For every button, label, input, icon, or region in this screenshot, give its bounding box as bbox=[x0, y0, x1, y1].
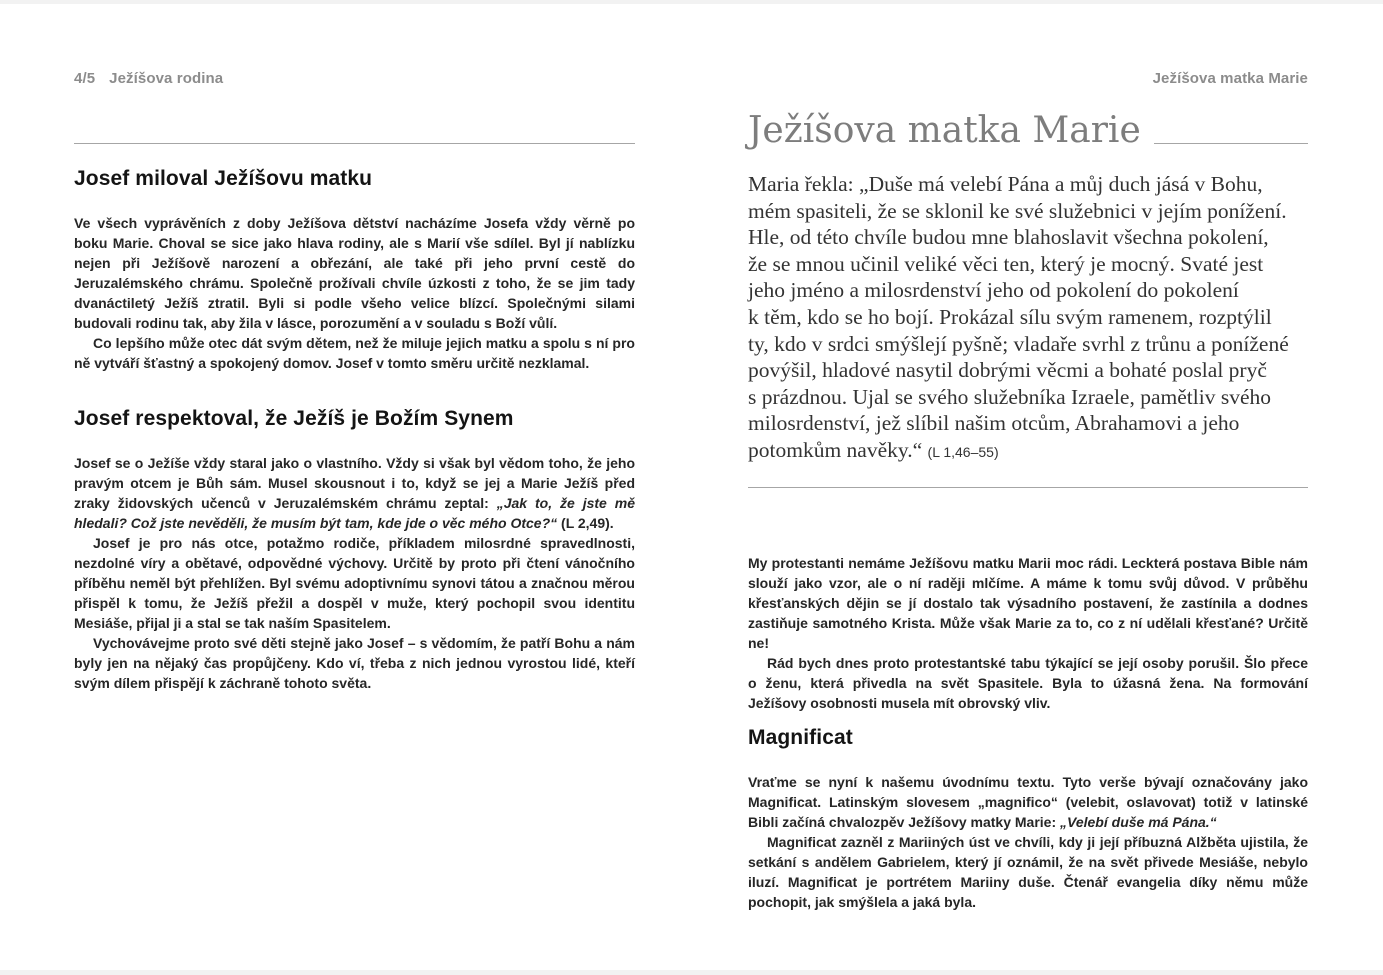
section2-paragraph-1 bbox=[74, 453, 635, 533]
quote-rule bbox=[748, 487, 1308, 488]
quote-line: jeho jméno a milosrdenství jeho od pokolení do pokolení bbox=[748, 278, 1239, 303]
quote-line: Hle, od této chvíle budou mne blahoslavit všechna pokolení, bbox=[748, 225, 1269, 250]
page-number: 4/5 bbox=[74, 70, 96, 87]
magnificat-paragraph-1 bbox=[748, 772, 1308, 832]
quote-line: ty, kdo v srdci smýšlejí pyšně; vladaře svrhl z trůnu a ponížené bbox=[748, 331, 1289, 356]
running-head-right: Ježíšova matka Marie bbox=[1152, 70, 1308, 87]
quote-reference: (L 1,46–55) bbox=[927, 443, 999, 460]
left-page bbox=[74, 4, 635, 970]
section-heading-josef-respected: Josef respektoval, že Ježíš je Božím Synem bbox=[74, 407, 514, 430]
section1-paragraph-2: Co lepšího může otec dát svým dětem, než že miluje jejich matku a spolu s ní pro ně vytváří šťastný a spokojený domov. Josef v tomto směru určitě nezklamal. bbox=[74, 335, 635, 371]
quote-line: potomkům navěky.“ bbox=[748, 437, 923, 462]
magnificat-p1-text: Vraťme se nyní k našemu úvodnímu textu. Tyto verše bývají označovány jako Magnificat. Latinským slovesem „magnifico“ (velebit, oslavovat) totiž v latinské Bibli začíná chvalozpěv Ježíšovy matky Marie: bbox=[748, 774, 1308, 830]
quote-line: milosrdenství, jež slíbil našim otcům, Abrahamovi a jeho bbox=[748, 411, 1240, 436]
book-spread bbox=[0, 4, 1383, 970]
magnificat-paragraph-2: Magnificat zazněl z Mariiných úst ve chvíli, kdy ji její příbuzná Alžběta ujistila, že setkání s andělem Gabrielem, který jí oznámil, že na svět přivede Mesiáše, nebylo iluzí. Magnificat je portrétem Mariiny duše. Čtenář evangelia díky němu může pochopit, jak smýšlela a jaká byla. bbox=[748, 834, 1308, 910]
magnificat-inline-quote: „Velebí duše má Pána.“ bbox=[1060, 814, 1217, 830]
section2-paragraph-3: Vychovávejme proto své děti stejně jako Josef – s vědomím, že patří Bohu a nám byly jen na nějaký čas propůjčeny. Kdo ví, třeba z nich jednou vyrostou lidé, kteří svým dílem přispějí k záchraně tohoto světa. bbox=[74, 635, 635, 691]
bible-quote-inline: „Jak to, že jste mě hledali? Což jste nevěděli, že musím být tam, kde jde o věc mého Otce?“ bbox=[74, 495, 635, 531]
magnificat-body bbox=[748, 772, 1308, 912]
section2-body bbox=[74, 453, 635, 693]
chapter-main-title: Ježíšova matka Marie bbox=[748, 110, 1141, 151]
section1-paragraph-1: Ve všech vyprávěních z doby Ježíšova dětství nacházíme Josefa vždy věrně po boku Marie. Choval se sice jako hlava rodiny, ale s Marií vše sdílel. Byl jí nablízku nejen při Ježíšově narození a obřezání, ale také při jeho první cestě do Jeruzalémského chrámu. Společně prožívali chvíle úzkosti z toho, že se jim tady dvanáctiletý Ježíš ztratil. Byli si podle všeho velice blízcí. Společnými silami budovali rodinu tak, aby žila v lásce, porozumění a v souladu s Boží vůlí. bbox=[74, 215, 635, 331]
intro-body bbox=[748, 553, 1308, 713]
section1-body bbox=[74, 213, 635, 373]
quote-line: s prázdnou. Ujal se svého služebníka Izraele, pamětliv svého bbox=[748, 384, 1271, 409]
right-page bbox=[748, 4, 1308, 970]
intro-paragraph-1: My protestanti nemáme Ježíšovu matku Marii moc rádi. Leckterá postava Bible nám slouží jako vzor, ale o ní raději mlčíme. A máme k tomu svůj důvod. V průběhu křesťanských dějin se jí dostalo tak výsadního postavení, že zastínila a dodnes zastiňuje samotného Krista. Může však Marie za to, co z ní udělali křesťané? Určitě ne! bbox=[748, 555, 1308, 651]
quote-line: mém spasiteli, že se sklonil ke své služebnici v jejím ponížení. bbox=[748, 198, 1287, 223]
quote-line-last bbox=[748, 437, 1308, 466]
quote-line: že se mnou učinil veliké věci ten, který je mocný. Svaté jest bbox=[748, 251, 1264, 276]
quote-line: k těm, kdo se ho bojí. Prokázal sílu svým ramenem, rozptýlil bbox=[748, 304, 1272, 329]
section-heading-josef-loved: Josef miloval Ježíšovu matku bbox=[74, 167, 373, 190]
bible-reference: (L 2,49). bbox=[557, 515, 614, 531]
intro-paragraph-2: Rád bych dnes proto protestantské tabu týkající se její osoby porušil. Šlo přece o ženu, která přivedla na svět Spasitele. Byla to úžasná žena. Na formování Ježíšovy osobnosti musela mít obrovský vliv. bbox=[748, 655, 1308, 711]
section2-p1-text: Josef se o Ježíše vždy staral jako o vlastního. Vždy si však byl vědom toho, že jeho pravým otcem je Bůh sám. Musel skousnout i to, když se jej a Marie Ježíš před zraky židovských učenců v Jeruzalémském chrámu zeptal: bbox=[74, 455, 635, 511]
chapter-title: Ježíšova rodina bbox=[109, 70, 224, 87]
header-rule-left bbox=[74, 143, 635, 144]
title-rule bbox=[1154, 143, 1308, 144]
quote-line: Maria řekla: „Duše má velebí Pána a můj duch jásá v Bohu, bbox=[748, 172, 1263, 196]
section2-paragraph-2: Josef je pro nás otce, potažmo rodiče, příkladem milosrdné spravedlnosti, nezdolné víry a obětavé, odpovědné výchovy. Určitě by proto při čtení vánočního příběhu neměl být přehlížen. Byl svému adoptivnímu synovi tátou a značnou měrou přispěl k tomu, že Ježíš přežil a dospěl v muže, který pochopil svou identitu Mesiáše, přijal ji a stal se tak naším Spasitelem. bbox=[74, 535, 635, 631]
quote-line: povýšil, hladové nasytil dobrými věcmi a bohaté poslal pryč bbox=[748, 358, 1267, 383]
magnificat-quote bbox=[748, 171, 1308, 466]
running-head-left bbox=[74, 70, 223, 87]
section-heading-magnificat: Magnificat bbox=[748, 726, 853, 749]
